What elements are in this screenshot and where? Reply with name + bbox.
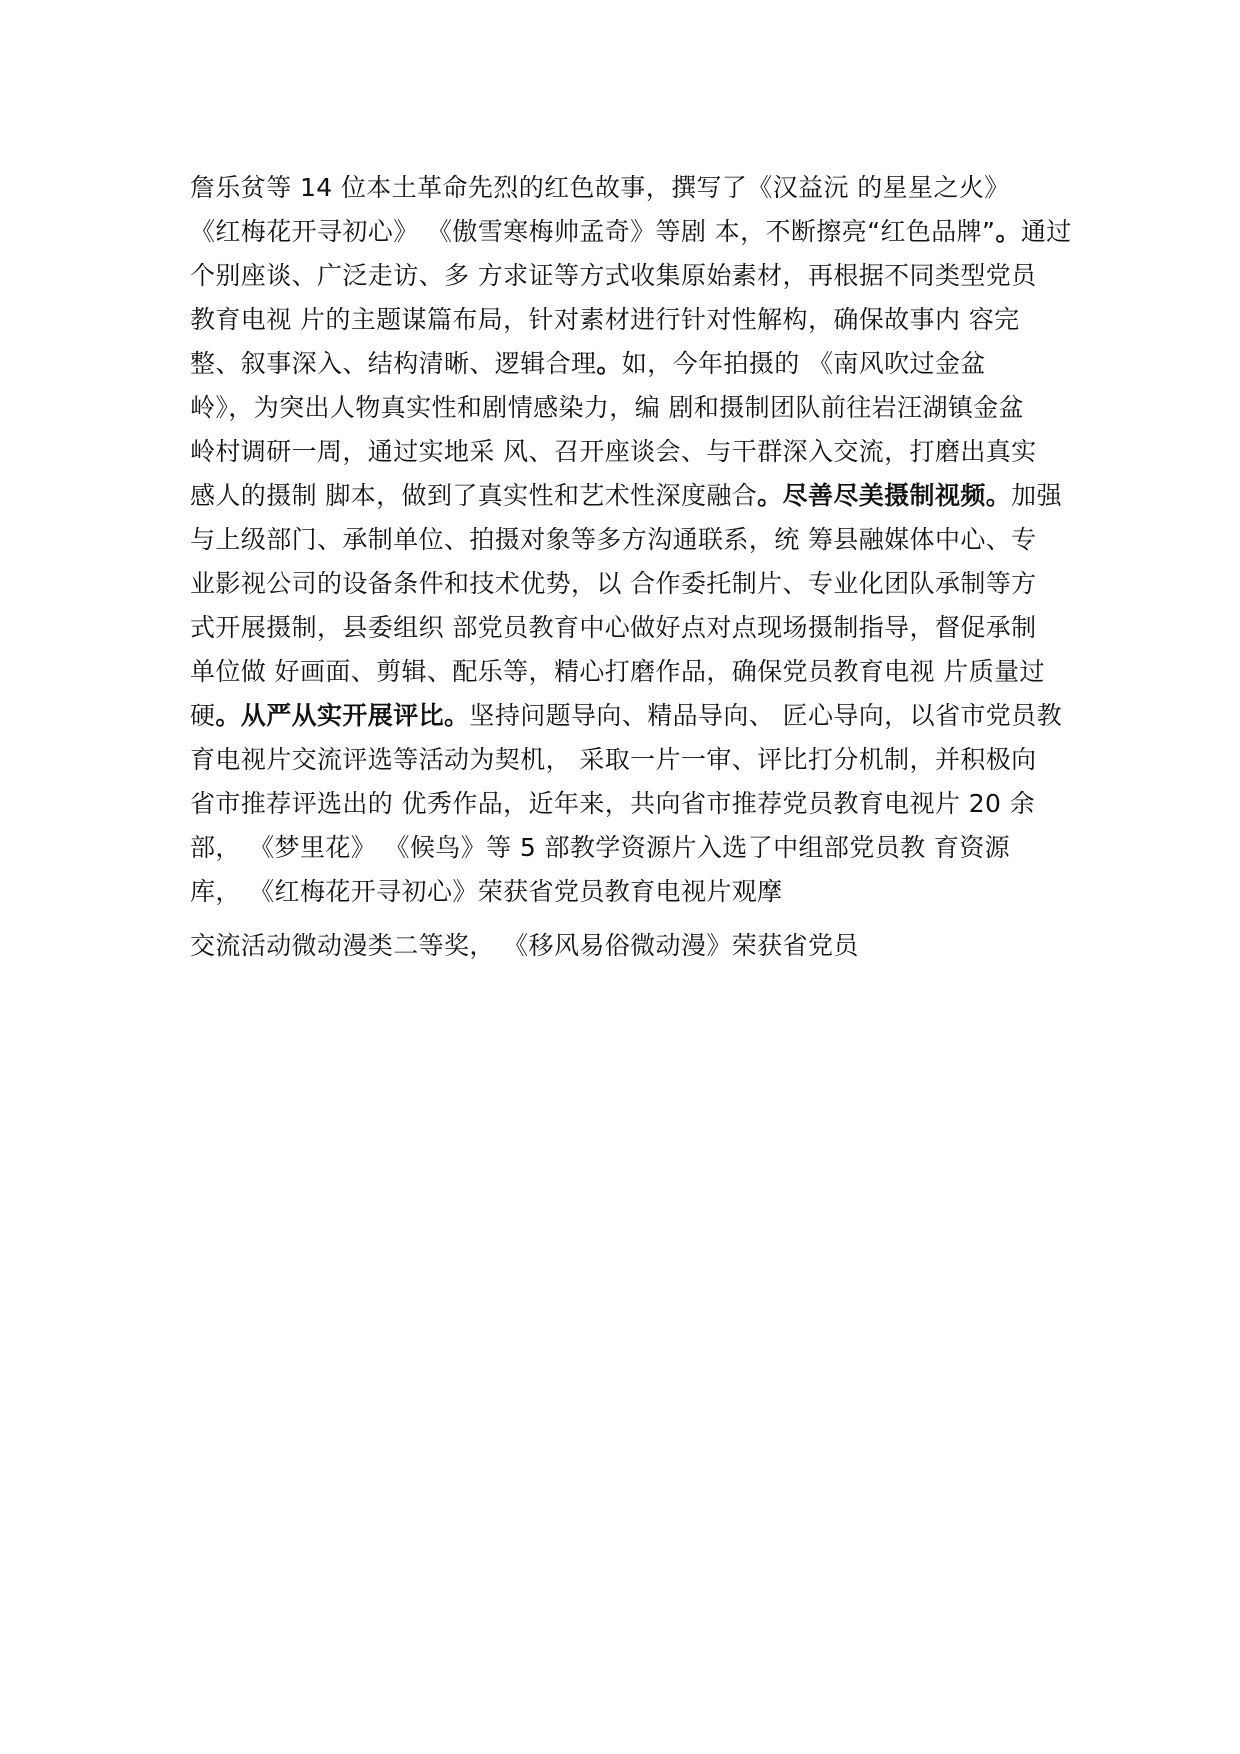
text-run: 业影视公司的设备条件和技术优势，以 合作委托制片、专业化团队承制等方 (190, 569, 1037, 598)
text-line (190, 694, 1070, 738)
text-run: 岭》，为突出人物真实性和剧情感染力，编 剧和摄制团队前往岩汪湖镇金盆 (190, 393, 1025, 422)
text-line (190, 342, 1070, 386)
text-line (190, 430, 1070, 474)
text-line (190, 650, 1070, 694)
text-line (190, 254, 1070, 298)
text-run: 部， 《梦里花》 《候鸟》等 5 部教学资源片入选了中组部党员教 育资源 (190, 833, 1011, 862)
text-run: 单位做 好画面、剪辑、配乐等，精心打磨作品，确保党员教育电视 片质量过 (190, 657, 1045, 686)
text-run: 个别座谈、广泛走访、多 方求证等方式收集原始素材，再根据不同类型党员 (190, 261, 1037, 290)
text-line (190, 826, 1070, 870)
last-line: 交流活动微动漫类二等奖， 《移风易俗微动漫》荣获省党员 (190, 931, 859, 960)
text-run: 感人的摄制 脚本，做到了真实性和艺术性深度融合 (190, 481, 758, 510)
text-run: 库， 《红梅花开寻初心》荣获省党员教育电视片观摩 (190, 877, 783, 906)
text-run: 教育电视 片的主题谋篇布局，针对素材进行针对性解构，确保故事内 容完 (190, 305, 1020, 334)
bold-heading-run: 。 (995, 217, 1021, 246)
bold-heading-run: 。尽善尽美摄制视频。 (757, 481, 1012, 510)
text-line (190, 474, 1070, 518)
body-text (190, 166, 1070, 968)
text-run: 硬 (190, 701, 216, 730)
bold-heading-run: 。从严从实开展评比。 (215, 701, 470, 730)
text-line (190, 782, 1070, 826)
text-run: 整、叙事深入、结构清晰、逻辑合理 (190, 349, 597, 378)
paragraph (190, 166, 1070, 914)
text-run: 坚持问题导向、精品导向、 匠心导向，以省市党员教 (469, 701, 1062, 730)
text-line (190, 562, 1070, 606)
text-run: 如，今年拍摄的 《南风吹过金盆 (621, 349, 986, 378)
text-line (190, 870, 1070, 914)
text-line (190, 518, 1070, 562)
text-run: 岭村调研一周，通过实地采 风、召开座谈会、与干群深入交流，打磨出真实 (190, 437, 1037, 466)
text-line (190, 210, 1070, 254)
bold-heading-run: 。 (596, 349, 622, 378)
text-line (190, 738, 1070, 782)
text-line (190, 166, 1070, 210)
text-line (190, 606, 1070, 650)
text-run: 《红梅花开寻初心》 《傲雪寒梅帅孟奇》等剧 本，不断擦亮“红色品牌” (190, 217, 996, 246)
text-line (190, 386, 1070, 430)
text-run: 与上级部门、承制单位、拍摄对象等多方沟通联系，统 筹县融媒体中心、专 (190, 525, 1037, 554)
text-line (190, 298, 1070, 342)
text-run: 通过 (1020, 217, 1072, 246)
text-run: 加强 (1011, 481, 1062, 510)
text-run: 省市推荐评选出的 优秀作品，近年来，共向省市推荐党员教育电视片 20 余 (190, 789, 1036, 818)
paragraph-gap (190, 914, 1070, 924)
text-run: 式开展摄制，县委组织 部党员教育中心做好点对点现场摄制指导，督促承制 (190, 613, 1037, 642)
text-run: 詹乐贫等 14 位本土革命先烈的红色故事，撰写了《汉益沅 的星星之火》 (190, 173, 1010, 202)
text-run: 育电视片交流评选等活动为契机， 采取一片一审、评比打分机制，并积极向 (190, 745, 1037, 774)
